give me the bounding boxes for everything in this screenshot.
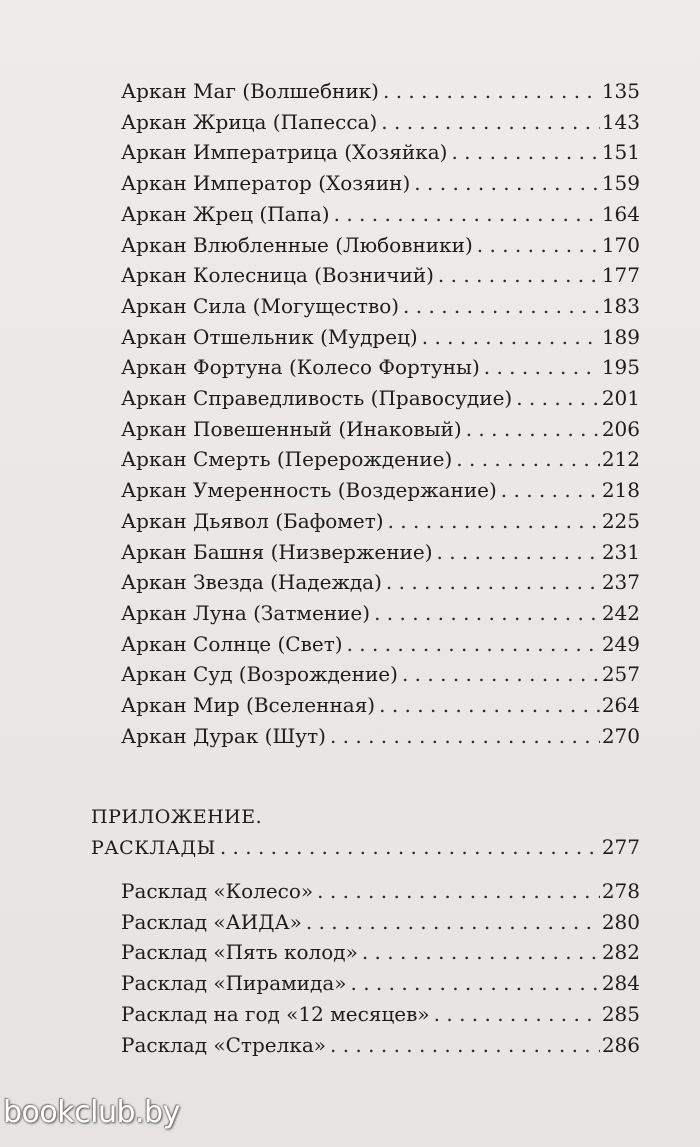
toc-entry-title: Расклад на год «12 месяцев» [121,1001,430,1026]
leader-dots [434,999,600,1029]
leader-dots [347,629,600,659]
toc-entry-title: Аркан Сила (Могущество) [121,293,400,318]
leader-dots [334,199,600,229]
leader-dots [501,475,600,505]
toc-entry [121,260,640,290]
toc-entry-title: РАСКЛАДЫ [91,837,216,859]
toc-entry-title: Аркан Влюбленные (Любовники) [121,232,473,257]
toc-entry-page-number: 285 [601,1001,640,1026]
toc-entry-page-number: 135 [601,79,640,103]
toc-entry-title: Аркан Жрец (Папа) [121,201,330,226]
leader-dots [484,352,600,382]
appendix-toc-entry [121,968,640,998]
toc-entry [121,352,640,382]
leader-dots [386,567,600,597]
toc-entry [121,291,640,321]
toc-entry-page-number: 231 [601,539,640,564]
leader-dots [451,137,599,167]
toc-entry [121,475,640,505]
toc-entry-page-number: 195 [601,355,640,380]
toc-entry-title: Аркан Колесница (Возничий) [121,263,434,288]
toc-entry-title: Расклад «Колесо» [121,879,314,903]
leader-dots [383,76,600,106]
toc-entry-page-number: 278 [601,879,640,903]
toc-entry-title: Аркан Башня (Низвержение) [121,539,433,564]
toc-entry-page-number: 225 [601,508,640,533]
toc-entry-title: Аркан Дурак (Шут) [121,723,326,748]
toc-entry [121,199,640,229]
toc-entry-page-number: 237 [601,570,640,595]
toc-entry [121,414,640,444]
toc-entry [121,537,640,567]
toc-entry [121,506,640,536]
leader-dots [362,937,600,967]
toc-entry [121,567,640,597]
appendix-toc-entry [121,907,640,937]
leader-dots [374,598,600,628]
toc-entry-page-number: 242 [601,600,640,625]
toc-entry [121,721,640,751]
toc-entry-title: Аркан Звезда (Надежда) [121,570,382,595]
toc-entry-page-number: 284 [601,971,640,996]
toc-entry-title: Аркан Смерть (Перерождение) [121,447,453,472]
leader-dots [516,383,600,413]
toc-entry-title: Расклад «Пирамида» [121,971,347,996]
toc-entry-page-number: 249 [601,631,640,656]
toc-entry-page-number: 151 [601,140,640,165]
toc-entry-title: Аркан Маг (Волшебник) [121,79,379,103]
toc-entry [121,230,640,260]
toc-entry-title: Аркан Жрица (Папесса) [121,109,378,134]
toc-entry-title: Аркан Солнце (Свет) [121,631,343,656]
toc-entry-title: Аркан Отшельник (Мудрец) [121,324,418,349]
leader-dots [437,537,600,567]
toc-entry-title: Аркан Суд (Возрождение) [121,662,398,687]
appendix-toc-entry [121,876,640,906]
leader-dots [477,230,600,260]
leader-dots [317,876,600,906]
toc-entry-title: Аркан Императрица (Хозяйка) [121,140,448,165]
toc-entry-page-number: 264 [601,693,640,717]
leader-dots [414,168,600,198]
leader-dots [422,322,600,352]
appendix-toc-entry [121,937,640,967]
leader-dots [403,291,600,321]
leader-dots [330,1030,600,1060]
toc-entry-page-number: 164 [601,201,640,226]
toc-entry-page-number: 201 [601,386,640,410]
appendix-toc-entry [121,999,640,1029]
toc-entry-page-number: 286 [601,1032,640,1057]
toc-entry-page-number: 206 [601,416,640,441]
leader-dots [306,907,600,937]
appendix-toc-entry [121,1030,640,1060]
leader-dots [438,260,600,290]
toc-entry-title: Аркан Умеренность (Воздержание) [121,478,497,503]
leader-dots [379,690,600,720]
leader-dots [350,968,599,998]
toc-entry-title: Расклад «Стрелка» [121,1032,326,1057]
toc-entry [121,444,640,474]
toc-entry-title: Аркан Фортуна (Колесо Фортуны) [121,355,480,380]
leader-dots [330,721,600,751]
toc-entry-page-number: 170 [601,232,640,257]
toc-entry-page-number: 183 [601,293,640,318]
toc-entry [121,690,640,720]
toc-entry [121,137,640,167]
appendix-heading: ПРИЛОЖЕНИЕ. [91,806,263,828]
toc-entry-title: Аркан Император (Хозяин) [121,171,411,196]
toc-entry-page-number: 143 [601,109,640,134]
toc-entry-title: Аркан Луна (Затмение) [121,600,371,625]
toc-entry [121,76,640,106]
toc-entry-page-number: 189 [601,324,640,349]
toc-entry-title: Расклад «Пять колод» [121,940,358,965]
leader-dots [381,107,600,137]
toc-entry [121,322,640,352]
toc-entry-page-number: 159 [601,171,640,196]
toc-entry-page-number: 282 [601,940,640,965]
toc-entry [121,598,640,628]
appendix-entry [91,832,640,862]
leader-dots [402,659,600,689]
toc-entry [121,629,640,659]
toc-entry-page-number: 270 [601,723,640,748]
toc-entry [121,383,640,413]
toc-entry-title: Аркан Справедливость (Правосудие) [121,386,513,410]
leader-dots [388,506,600,536]
toc-entry-title: Аркан Дьявол (Бафомет) [121,508,384,533]
leader-dots [456,444,600,474]
toc-entry-title: Расклад «АИДА» [121,909,302,934]
toc-entry-page-number: 277 [601,835,640,859]
toc-entry-title: Аркан Повешенный (Инаковый) [121,416,462,441]
bookclub-watermark: bookclub.by [3,1095,180,1130]
leader-dots [220,832,600,862]
leader-dots [466,414,600,444]
toc-entry-page-number: 280 [601,909,640,934]
toc-entry-page-number: 177 [601,263,640,288]
toc-entry [121,659,640,689]
toc-entry [121,168,640,198]
toc-entry-title: Аркан Мир (Вселенная) [121,693,376,717]
toc-entry-page-number: 218 [601,478,640,503]
toc-entry [121,107,640,137]
toc-entry-page-number: 257 [601,662,640,687]
toc-entry-page-number: 212 [601,447,640,472]
